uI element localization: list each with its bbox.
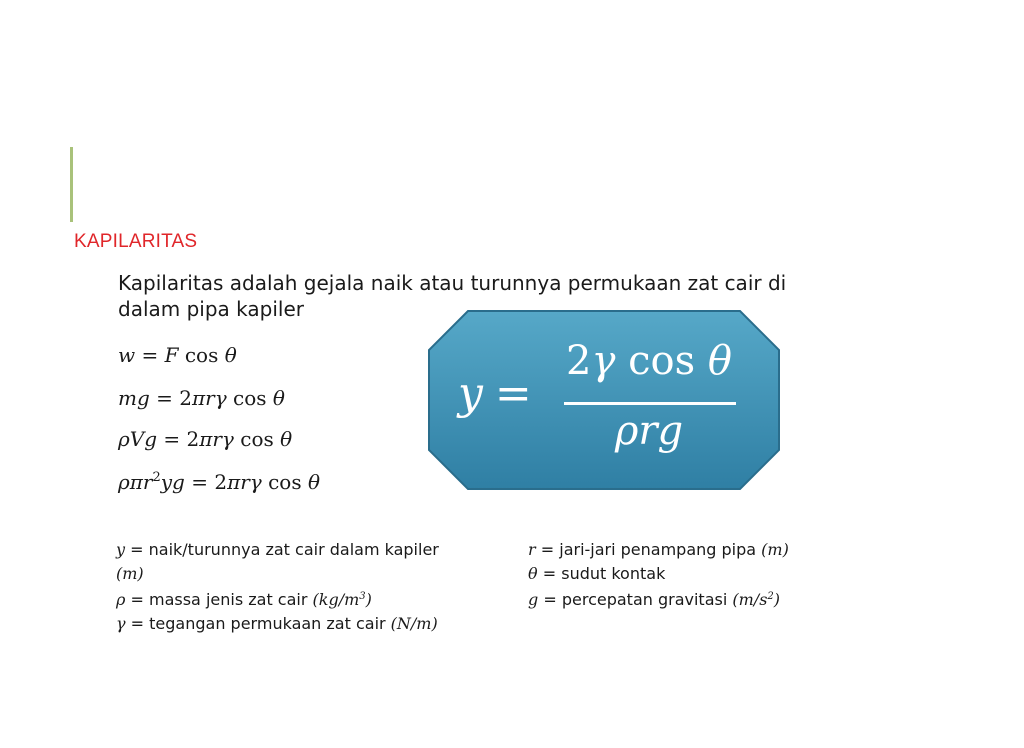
equation-weight: mg = 2πrγ cos θ bbox=[118, 386, 285, 410]
legend-rho: ρ = massa jenis zat cair $(kg/m^3)$ bbox=[116, 590, 372, 609]
formula-denominator: ρrg bbox=[614, 408, 684, 454]
legend-r: r = jari-jari penampang pipa (m) bbox=[528, 540, 789, 559]
legend-y-unit: (m) bbox=[116, 564, 144, 583]
equation-work: w = F cos θ bbox=[118, 343, 237, 367]
title-accent-bar bbox=[70, 147, 73, 222]
equation-density: ρVg = 2πrγ cos θ bbox=[118, 427, 293, 451]
legend-y: y = naik/turunnya zat cair dalam kapiler bbox=[116, 540, 439, 559]
equation-height: ρπr$^2$yg = 2πrγ cos θ bbox=[118, 470, 321, 494]
legend-gamma: γ = tegangan permukaan zat cair (N/m) bbox=[116, 614, 438, 633]
fraction-bar bbox=[564, 402, 736, 405]
legend-g: g = percepatan gravitasi $(m/s^2)$ bbox=[528, 590, 781, 609]
capillary-formula-box bbox=[428, 310, 780, 490]
slide-title: KAPILARITAS bbox=[74, 231, 198, 252]
formula-numerator: 2γ cos θ bbox=[566, 338, 732, 384]
legend-theta: θ = sudut kontak bbox=[528, 564, 666, 583]
formula-lhs: y = bbox=[458, 368, 532, 419]
definition-text: Kapilaritas adalah gejala naik atau turunnya permukaan zat cair di dalam pipa kapiler bbox=[118, 271, 787, 321]
